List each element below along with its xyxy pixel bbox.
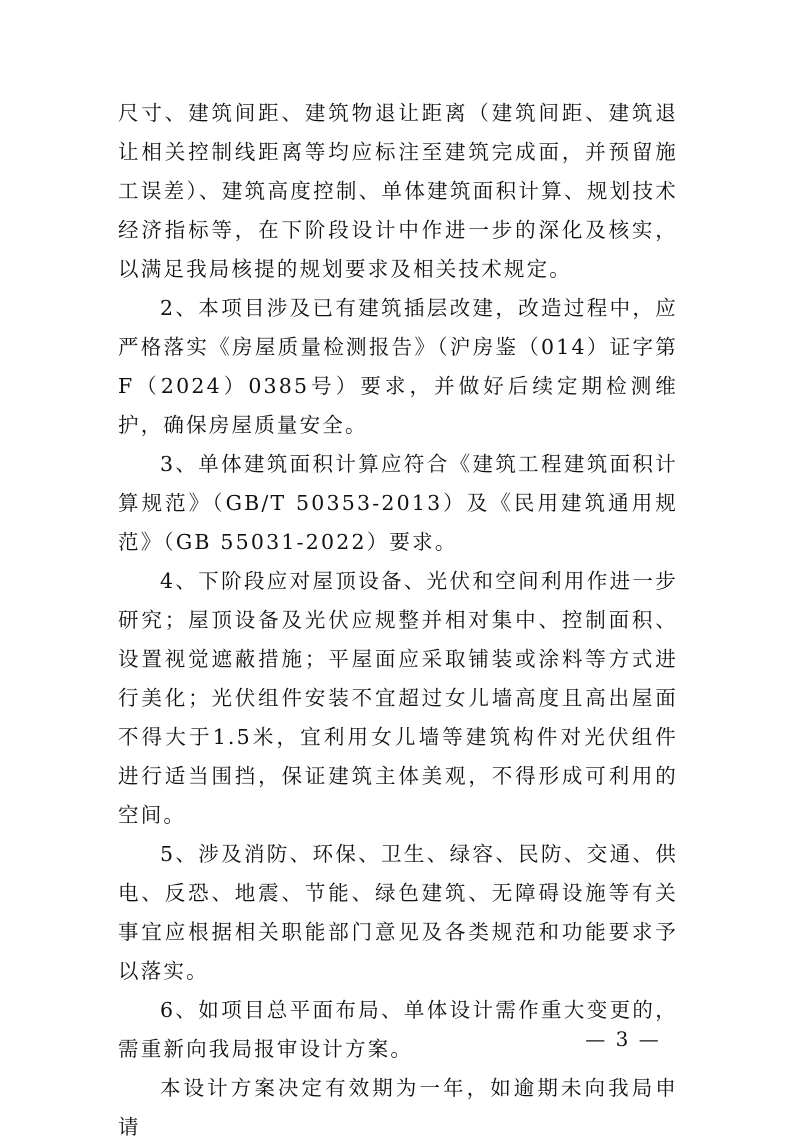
paragraph-validity: 本设计方案决定有效期为一年，如逾期未向我局申请 (118, 1076, 678, 1139)
page-number: — 3 — (585, 1027, 661, 1051)
paragraph-item-3: 3、单体建筑面积计算应符合《建筑工程建筑面积计算规范》（GB/T 50353-2013）及《民用建筑通用规范》（GB 55031-2022）要求。 (118, 452, 678, 554)
paragraph-item-4: 4、下阶段应对屋顶设备、光伏和空间利用作进一步研究；屋顶设备及光伏应规整并相对集中、控制面积、设置视觉遮蔽措施；平屋面应采取铺装或涂料等方式进行美化；光伏组件安装不宜超过女儿墙高度且高出屋面不得大于1.5米，宜利用女儿墙等建筑构件对光伏组件进行适当围挡，保证建筑主体美观，不得形成可利用的空间。 (118, 569, 678, 827)
paragraph-item-2: 2、本项目涉及已有建筑插层改建，改造过程中，应严格落实《房屋质量检测报告》（沪房鉴（014）证字第F（2024）0385号）要求，并做好后续定期检测维护，确保房屋质量安全。 (118, 296, 678, 437)
paragraph-item-5: 5、涉及消防、环保、卫生、绿容、民防、交通、供电、反恐、地震、节能、绿色建筑、无障碍设施等有关事宜应根据相关职能部门意见及各类规范和功能要求予以落实。 (118, 842, 678, 983)
paragraph-continuation: 尺寸、建筑间距、建筑物退让距离（建筑间距、建筑退让相关控制线距离等均应标注至建筑完成面，并预留施工误差）、建筑高度控制、单体建筑面积计算、规划技术经济指标等，在下阶段设计中作进一步的深化及核实，以满足我局核提的规划要求及相关技术规定。 (118, 101, 678, 281)
document-body (118, 94, 678, 1147)
page-number-footer (0, 1024, 794, 1054)
paragraph-item-6: 6、如项目总平面布局、单体设计需作重大变更的，需重新向我局报审设计方案。 (118, 998, 678, 1061)
